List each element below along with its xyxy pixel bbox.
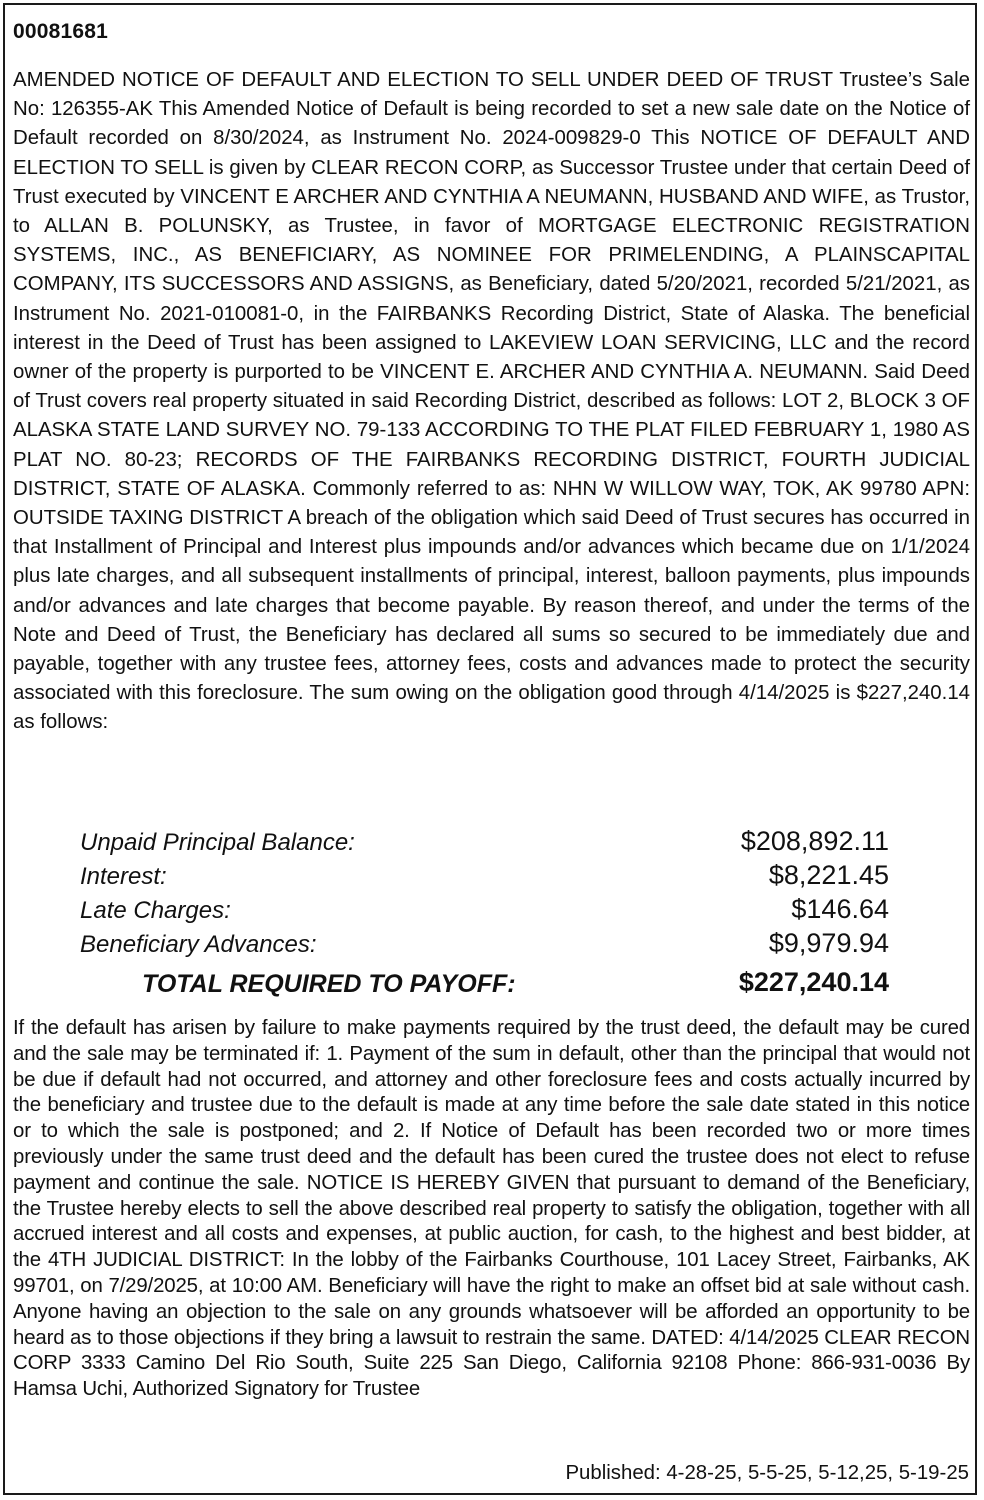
total-label: TOTAL REQUIRED TO PAYOFF: [142, 970, 516, 998]
payoff-label: Beneficiary Advances: [80, 931, 317, 958]
payoff-label: Unpaid Principal Balance: [80, 829, 355, 856]
payoff-label: Late Charges: [80, 897, 231, 924]
payoff-row [0, 860, 984, 894]
total-amount: $227,240.14 [738, 967, 889, 997]
payoff-label: Interest: [80, 863, 167, 890]
payoff-row [0, 826, 984, 860]
payoff-table [0, 826, 984, 1005]
payoff-amount: $9,979.94 [768, 928, 889, 958]
payoff-row [0, 894, 984, 928]
published-dates: Published: 4-28-25, 5-5-25, 5-12,25, 5-19-25 [565, 1462, 969, 1484]
payoff-row [0, 928, 984, 962]
payoff-amount: $146.64 [791, 894, 889, 924]
cure-and-sale-text: If the default has arisen by failure to make payments required by the trust deed, the default may be cured and the sale may be terminated if: 1. Payment of the sum in default, other than the principal that would not be due if default had not occurred, and attorney and other foreclosure fees and costs actually incurred by the beneficiary and trustee due to the default is made at any time before the sale date stated in this notice or to which the sale is postponed; and 2. If Notice of Default has been recorded two or more times previously under the same trust deed and the default has been cured the trustee does not elect to refuse payment and continue the sale. NOTICE IS HEREBY GIVEN that pursuant to demand of the Beneficiary, the Trustee hereby elects to sell the above described real property to satisfy the obligation, together with all accrued interest and all costs and expenses, at public auction, for cash, to the highest and best bidder, at the 4TH JUDICIAL DISTRICT: In the lobby of the Fairbanks Courthouse, 101 Lacey Street, Fairbanks, AK 99701, on 7/29/2025, at 10:00 AM. Beneficiary will have the right to make an offset bid at sale without cash. Anyone having an objection to the sale on any grounds whatsoever will be afforded an opportunity to be heard as to those objections if they bring a lawsuit to restrain the same. DATED: 4/14/2025 CLEAR RECON CORP 3333 Camino Del Rio South, Suite 225 San Diego, California 92108 Phone: 866-931-0036 By Hamsa Uchi, Authorized Signatory for Trustee [13, 1017, 970, 1401]
notice-body: AMENDED NOTICE OF DEFAULT AND ELECTION TO SELL UNDER DEED OF TRUST Trustee’s Sale No: 126355-AK This Amended Notice of Default is being recorded to set a new sale date on the Notice of Default recorded on 8/30/2024, as Instrument No. 2024-009829-0 This NOTICE OF DEFAULT AND ELECTION TO SELL is given by CLEAR RECON CORP, as Successor Trustee under that certain Deed of Trust executed by VINCENT E ARCHER AND CYNTHIA A NEUMANN, HUSBAND AND WIFE, as Trustor, to ALLAN B. POLUNSKY, as Trustee, in favor of MORTGAGE ELECTRONIC REGISTRATION SYSTEMS, INC., AS BENEFICIARY, AS NOMINEE FOR PRIMELENDING, A PLAINSCAPITAL COMPANY, ITS SUCCESSORS AND ASSIGNS, as Beneficiary, dated 5/20/2021, recorded 5/21/2021, as Instrument No. 2021-010081-0, in the FAIRBANKS Recording District, State of Alaska. The beneficial interest in the Deed of Trust has been assigned to LAKEVIEW LOAN SERVICING, LLC and the record owner of the property is purported to be VINCENT E. ARCHER AND CYNTHIA A. NEUMANN. Said Deed of Trust covers real property situated in said Recording District, described as follows: LOT 2, BLOCK 3 OF ALASKA STATE LAND SURVEY NO. 79-133 ACCORDING TO THE PLAT FILED FEBRUARY 1, 1980 AS PLAT NO. 80-23; RECORDS OF THE FAIRBANKS RECORDING DISTRICT, FOURTH JUDICIAL DISTRICT, STATE OF ALASKA. Commonly referred to as: NHN W WILLOW WAY, TOK, AK 99780 APN: OUTSIDE TAXING DISTRICT A breach of the obligation which said Deed of Trust secures has occurred in that Installment of Principal and Interest plus impounds and/or advances which became due on 1/1/2024 plus late charges, and all subsequent installments of principal, interest, balloon payments, plus impounds and/or advances and late charges that become payable. By reason thereof, and under the terms of the Note and Deed of Trust, the Beneficiary has declared all sums so secured to be immediately due and payable, together with any trustee fees, attorney fees, costs and advances made to protect the security associated with this foreclosure. The sum owing on the obligation good through 4/14/2025 is $227,240.14 as follows: [13, 69, 970, 734]
payoff-amount: $8,221.45 [768, 860, 889, 890]
payoff-total-row [0, 965, 984, 1005]
notice-id: 00081681 [13, 20, 109, 43]
payoff-amount: $208,892.11 [740, 826, 889, 856]
